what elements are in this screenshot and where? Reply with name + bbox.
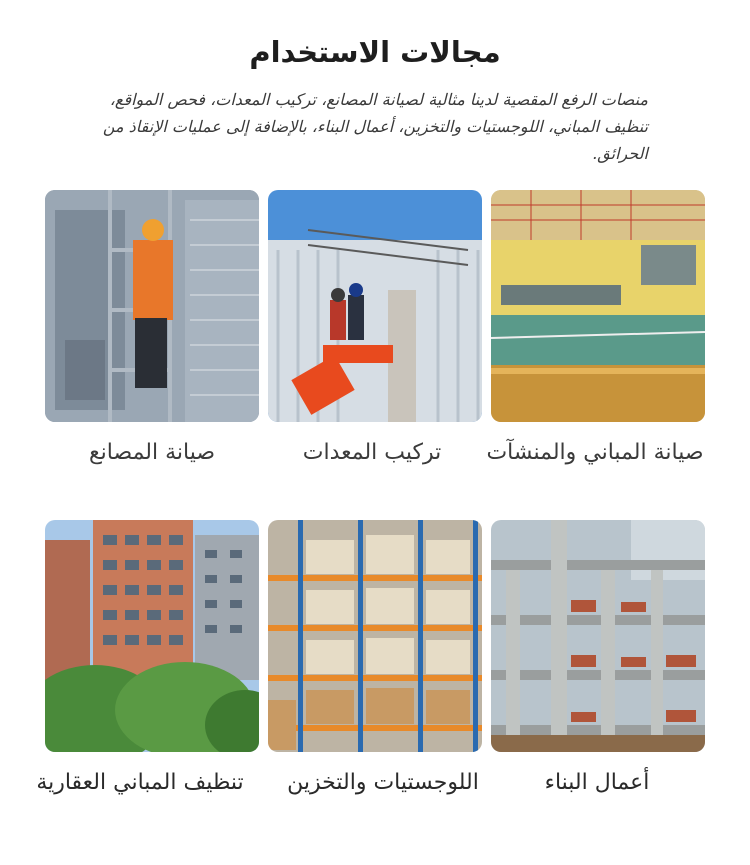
equipment-installation-illustration: [268, 190, 482, 422]
intro-paragraph: منصات الرفع المقصية لدينا مثالية لصيانة المصانع، تركيب المعدات، فحص المواقع، تنظيف المباني، اللوجستيات والتخزين، أعمال البناء، بالإضافة إلى عمليات الإنقاذ من الحرائق.: [102, 90, 648, 163]
caption-equipment-installation: تركيب المعدات: [302, 440, 442, 465]
logistics-warehouse-illustration: [268, 520, 482, 752]
factory-maintenance-illustration: [45, 190, 259, 422]
building-cleaning-image: [45, 520, 259, 752]
caption-building-cleaning: تنظيف المباني العقارية: [36, 770, 244, 795]
construction-work-image: [491, 520, 705, 752]
building-cleaning-illustration: [45, 520, 259, 752]
construction-work-illustration: [491, 520, 705, 752]
caption-factory-maintenance: صيانة المصانع: [88, 440, 216, 465]
caption-building-maintenance: صيانة المباني والمنشآت: [486, 440, 704, 465]
logistics-warehouse-image: [268, 520, 482, 752]
factory-maintenance-image: [45, 190, 259, 422]
equipment-installation-image: [268, 190, 482, 422]
building-maintenance-image: [491, 190, 705, 422]
page-title: مجالات الاستخدام: [249, 35, 501, 69]
caption-logistics-warehouse: اللوجستيات والتخزين: [287, 770, 479, 795]
caption-construction-work: أعمال البناء: [544, 770, 650, 795]
building-maintenance-illustration: [491, 190, 705, 422]
